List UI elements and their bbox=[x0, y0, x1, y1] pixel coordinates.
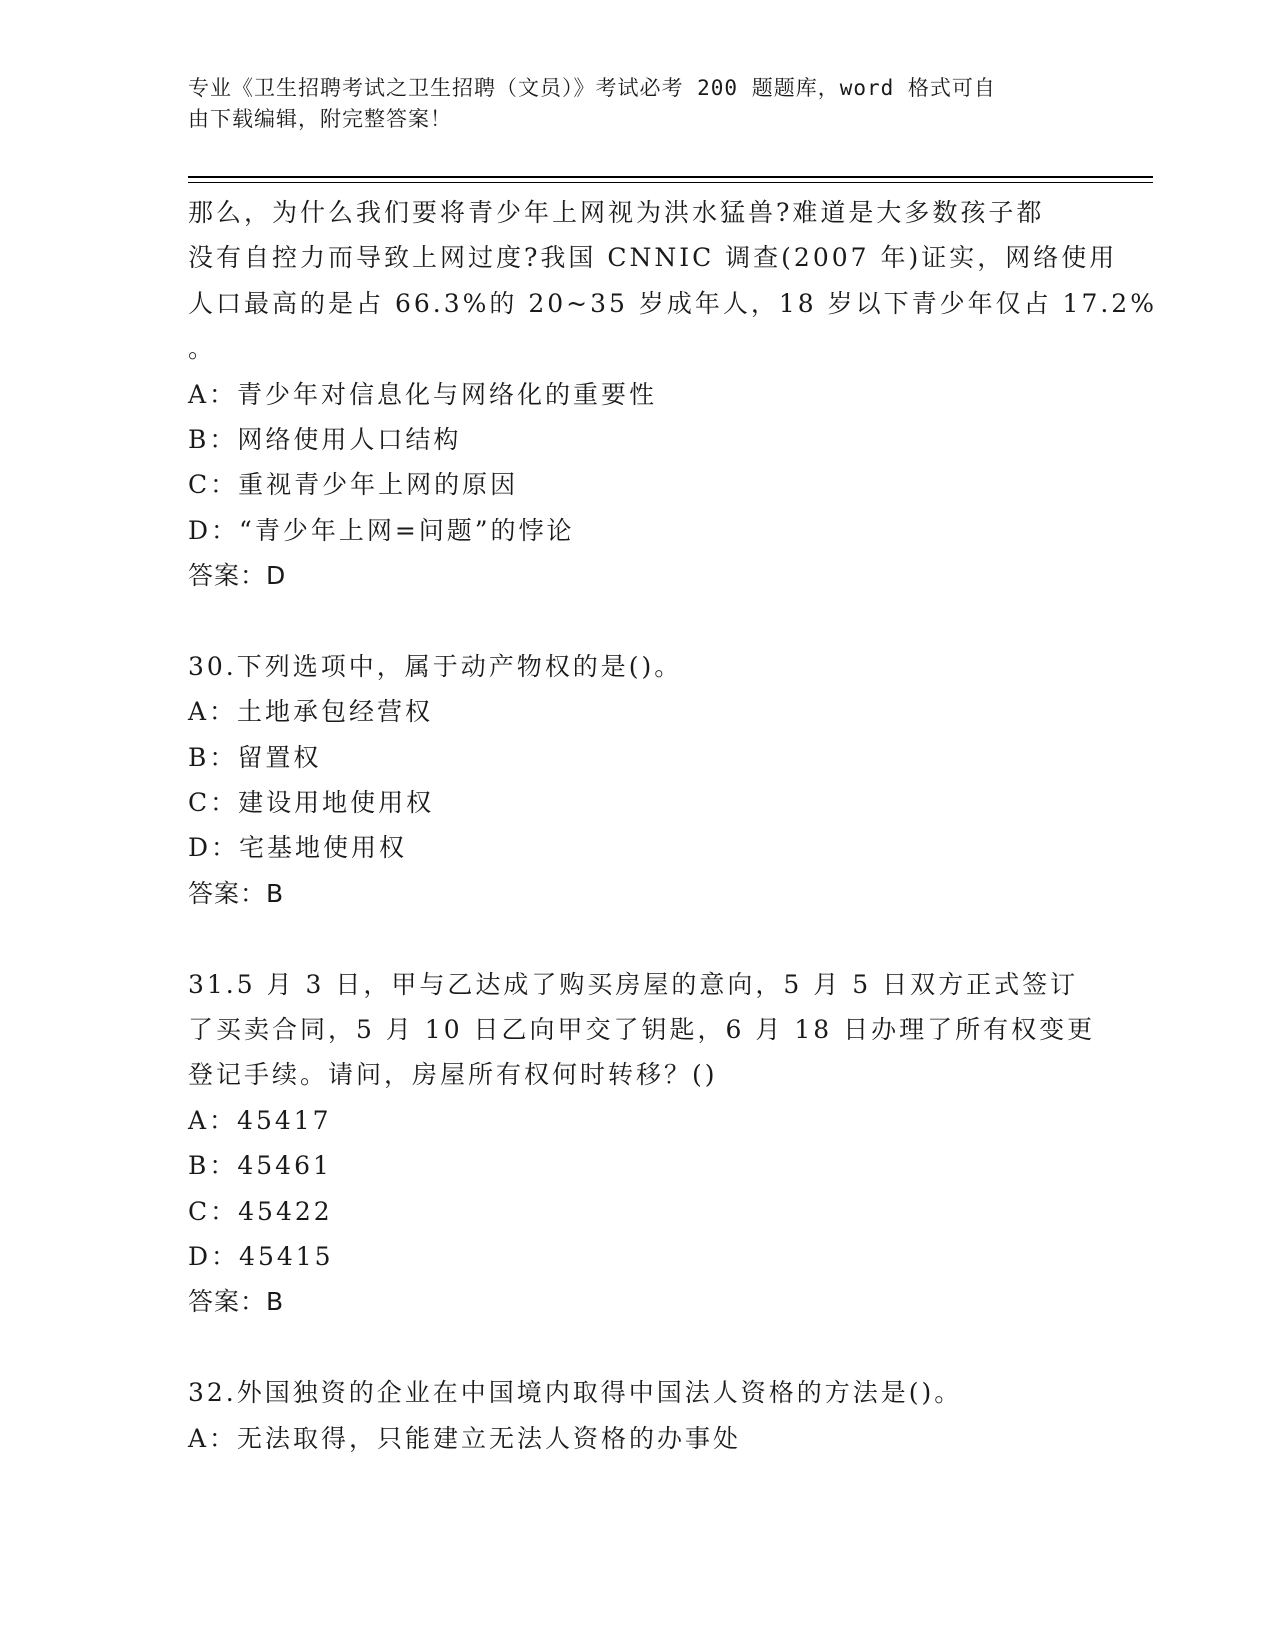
answer-line: 答案：B bbox=[188, 1287, 285, 1317]
header-rule-thin bbox=[188, 182, 1153, 183]
option-a: A：45417 bbox=[188, 1105, 332, 1135]
option-b: B：留置权 bbox=[188, 742, 322, 772]
question-32 bbox=[188, 1370, 1088, 1461]
option-b: B：45461 bbox=[188, 1151, 332, 1181]
header-line-1: 专业《卫生招聘考试之卫生招聘（文员）》考试必考 200 题题库，word 格式可自 bbox=[188, 76, 996, 100]
option-d: D：宅基地使用权 bbox=[188, 833, 408, 863]
question-stem-line: 了买卖合同，5 月 10 日乙向甲交了钥匙，6 月 18 日办理了所有权变更 bbox=[188, 1015, 1096, 1045]
question-stem-line: 31.5 月 3 日，甲与乙达成了购买房屋的意向，5 月 5 日双方正式签订 bbox=[188, 969, 1079, 999]
question-stem-line: 没有自控力而导致上网过度?我国 CNNIC 调查(2007 年)证实，网络使用 bbox=[188, 243, 1118, 273]
option-d: D：45415 bbox=[188, 1241, 334, 1271]
question-stem-line: 那么，为什么我们要将青少年上网视为洪水猛兽?难道是大多数孩子都 bbox=[188, 198, 1045, 227]
question-31 bbox=[188, 962, 1096, 1325]
option-c: C：重视青少年上网的原因 bbox=[188, 470, 519, 500]
question-30 bbox=[188, 644, 1088, 916]
option-b: B：网络使用人口结构 bbox=[188, 424, 462, 454]
answer-line: 答案：D bbox=[188, 561, 287, 591]
option-a: A：青少年对信息化与网络化的重要性 bbox=[188, 379, 658, 409]
option-c: C：建设用地使用权 bbox=[188, 788, 435, 818]
spacer bbox=[188, 916, 1088, 961]
document-header bbox=[188, 73, 1088, 135]
answer-line: 答案：B bbox=[188, 878, 285, 908]
question-stem-line: 。 bbox=[188, 334, 217, 364]
header-line-2: 由下载编辑，附完整答案！ bbox=[188, 107, 452, 131]
question-stem-line: 30.下列选项中，属于动产物权的是()。 bbox=[188, 651, 683, 681]
question-stem-line: 人口最高的是占 66.3%的 20~35 岁成年人，18 岁以下青少年仅占 17.2% bbox=[188, 288, 1157, 318]
option-a: A：土地承包经营权 bbox=[188, 697, 434, 727]
question-list bbox=[188, 190, 1157, 1461]
spacer bbox=[188, 599, 1088, 644]
spacer bbox=[188, 1325, 1088, 1370]
header-rule-thick bbox=[188, 176, 1153, 178]
option-d: D：“青少年上网=问题”的悖论 bbox=[188, 515, 575, 545]
question-stem-line: 32.外国独资的企业在中国境内取得中国法人资格的方法是()。 bbox=[188, 1378, 963, 1408]
option-c: C：45422 bbox=[188, 1196, 333, 1226]
question-29 bbox=[188, 190, 1157, 599]
option-a: A：无法取得，只能建立无法人资格的办事处 bbox=[188, 1423, 742, 1453]
question-stem-line: 登记手续。请问，房屋所有权何时转移？() bbox=[188, 1060, 718, 1090]
